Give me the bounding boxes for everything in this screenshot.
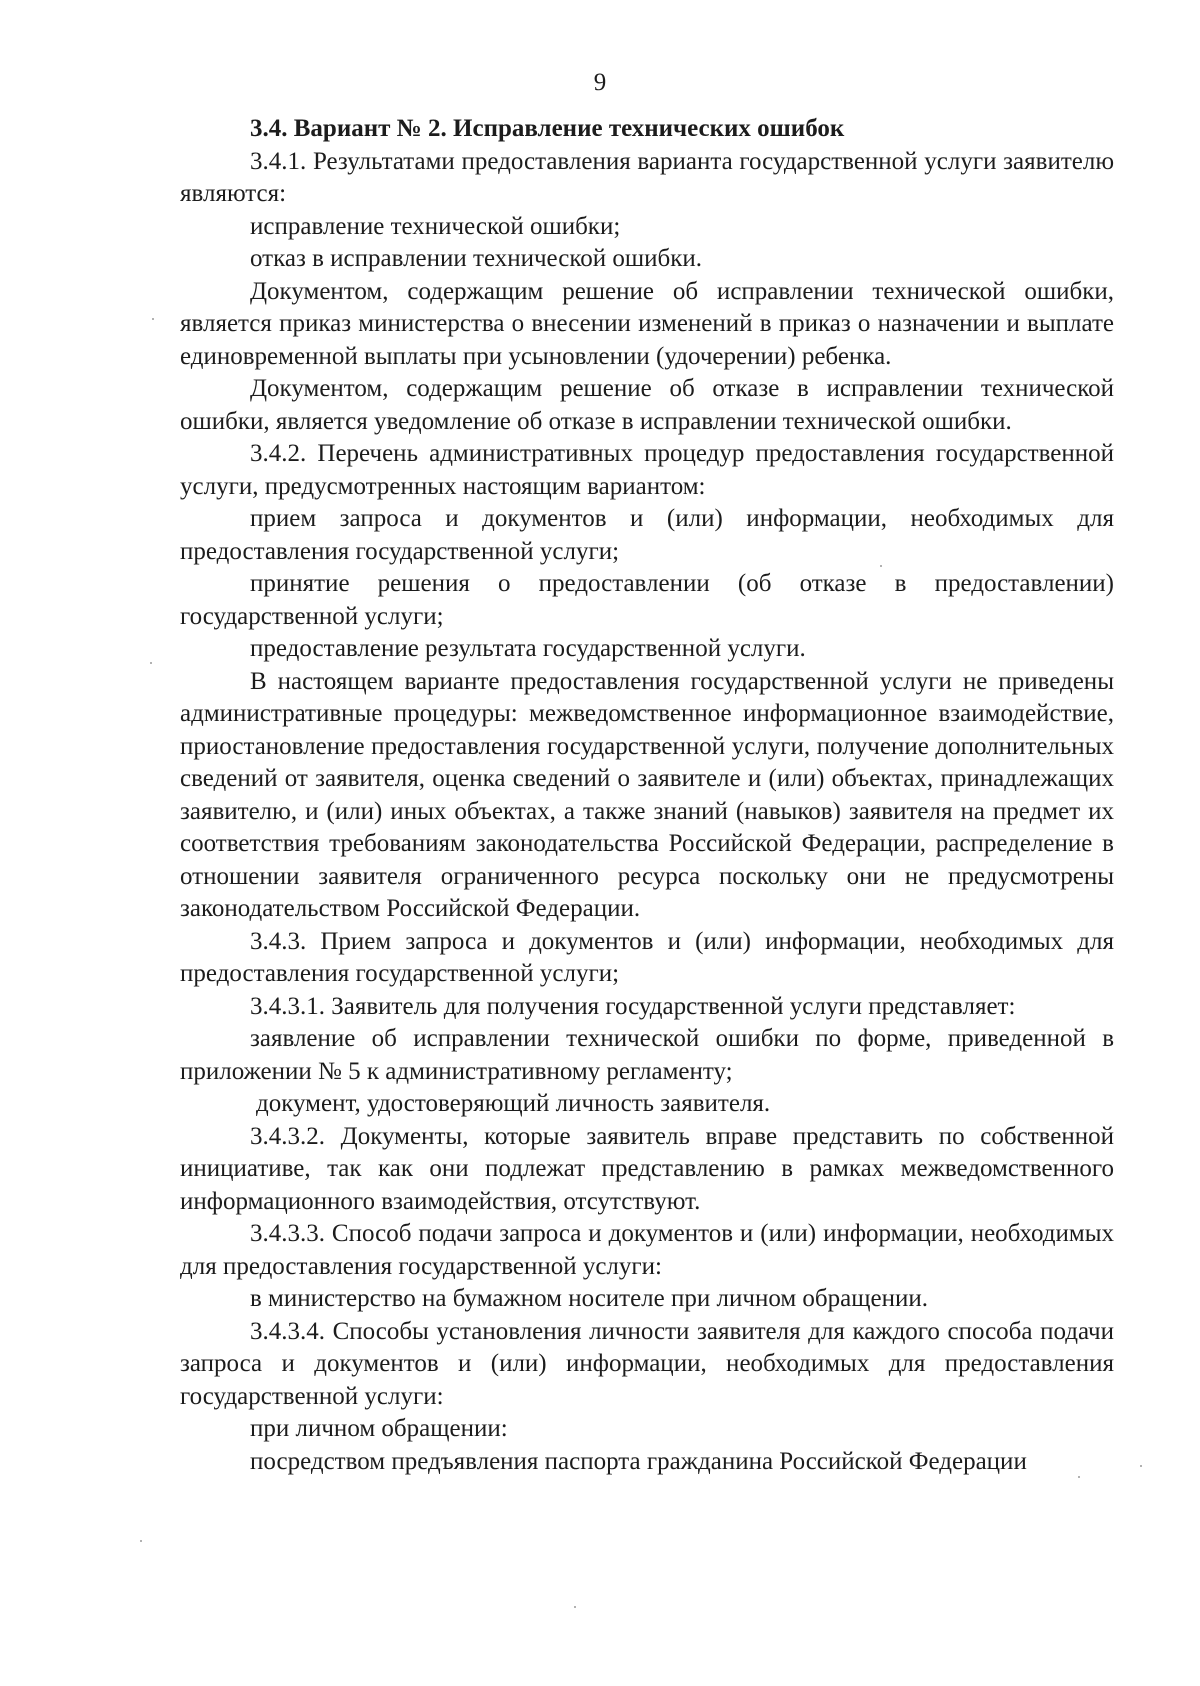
paragraph-decision-document: Документом, содержащим решение об исправлении технической ошибки, является приказ министерства о внесении изменений в приказ о назначении и выплате единовременной выплаты при усыновлении (удочерении) ребенка. — [180, 277, 1114, 370]
paragraph-3-4-3-1: 3.4.3.1. Заявитель для получения государственной услуги представляет: — [250, 992, 1016, 1020]
list-item-passport: посредством предъявления паспорта гражданина Российской Федерации — [250, 1447, 1027, 1475]
list-item-result-delivery: предоставление результата государственной услуги. — [250, 635, 806, 662]
list-item-request-acceptance: прием запроса и документов и (или) информации, необходимых для предоставления государственной услуги; — [180, 505, 1114, 565]
document-body — [180, 113, 1114, 1478]
scan-speck — [574, 1606, 576, 1608]
list-item-decision-making: принятие решения о предоставлении (об отказе в предоставлении) государственной услуги; — [180, 570, 1114, 630]
scan-speck — [880, 565, 882, 567]
paragraph-refusal-document: Документом, содержащим решение об отказе в исправлении технической ошибки, является уведомление об отказе в исправлении технической ошибки. — [180, 375, 1114, 435]
list-item-personal-visit: при личном обращении: — [250, 1415, 508, 1442]
scan-speck — [140, 1540, 142, 1542]
scan-speck — [150, 662, 152, 664]
list-item-paper-submission: в министерство на бумажном носителе при личном обращении. — [250, 1285, 928, 1312]
scan-speck — [1140, 1465, 1142, 1467]
paragraph-3-4-2: 3.4.2. Перечень административных процедур предоставления государственной услуги, предусмотренных настоящим вариантом: — [180, 440, 1114, 500]
section-heading: 3.4. Вариант № 2. Исправление технических ошибок — [250, 115, 845, 142]
page-number: 9 — [593, 69, 607, 96]
list-item-identity-document: документ, удостоверяющий личность заявителя. — [256, 1090, 771, 1117]
paragraph-3-4-3-2: 3.4.3.2. Документы, которые заявитель вправе представить по собственной инициативе, так как они подлежат представлению в рамках межведомственного информационного взаимодействия, отсутствуют. — [180, 1122, 1114, 1215]
paragraph-3-4-1: 3.4.1. Результатами предоставления варианта государственной услуги заявителю являются: — [180, 147, 1114, 207]
paragraph-3-4-3: 3.4.3. Прием запроса и документов и (или) информации, необходимых для предоставления государственной услуги; — [180, 927, 1114, 987]
scan-speck — [1078, 1476, 1080, 1478]
list-item-correction: исправление технической ошибки; — [250, 212, 621, 240]
paragraph-excluded-procedures: В настоящем варианте предоставления государственной услуги не приведены административные процедуры: межведомственное информационное взаимодействие, приостановление предоставления государственной услуги, получение дополнительных сведений от заявителя, оценка сведений о заявителе и (или) объектах, принадлежащих заявителю, и (или) иных объектах, а также знаний (навыков) заявителя на предмет их соответствия требованиям законодательства Российской Федерации, распределение в отношении заявителя ограниченного ресурса поскольку они не предусмотрены законодательством Российской Федерации. — [180, 667, 1114, 922]
list-item-refusal: отказ в исправлении технической ошибки. — [250, 245, 702, 272]
paragraph-3-4-3-4: 3.4.3.4. Способы установления личности заявителя для каждого способа подачи запроса и документов и (или) информации, необходимых для предоставления государственной услуги: — [180, 1317, 1114, 1410]
scan-speck — [152, 318, 154, 320]
paragraph-3-4-3-3: 3.4.3.3. Способ подачи запроса и документов и (или) информации, необходимых для предоставления государственной услуги: — [180, 1220, 1114, 1280]
list-item-application: заявление об исправлении технической ошибки по форме, приведенной в приложении № 5 к административному регламенту; — [180, 1025, 1114, 1085]
